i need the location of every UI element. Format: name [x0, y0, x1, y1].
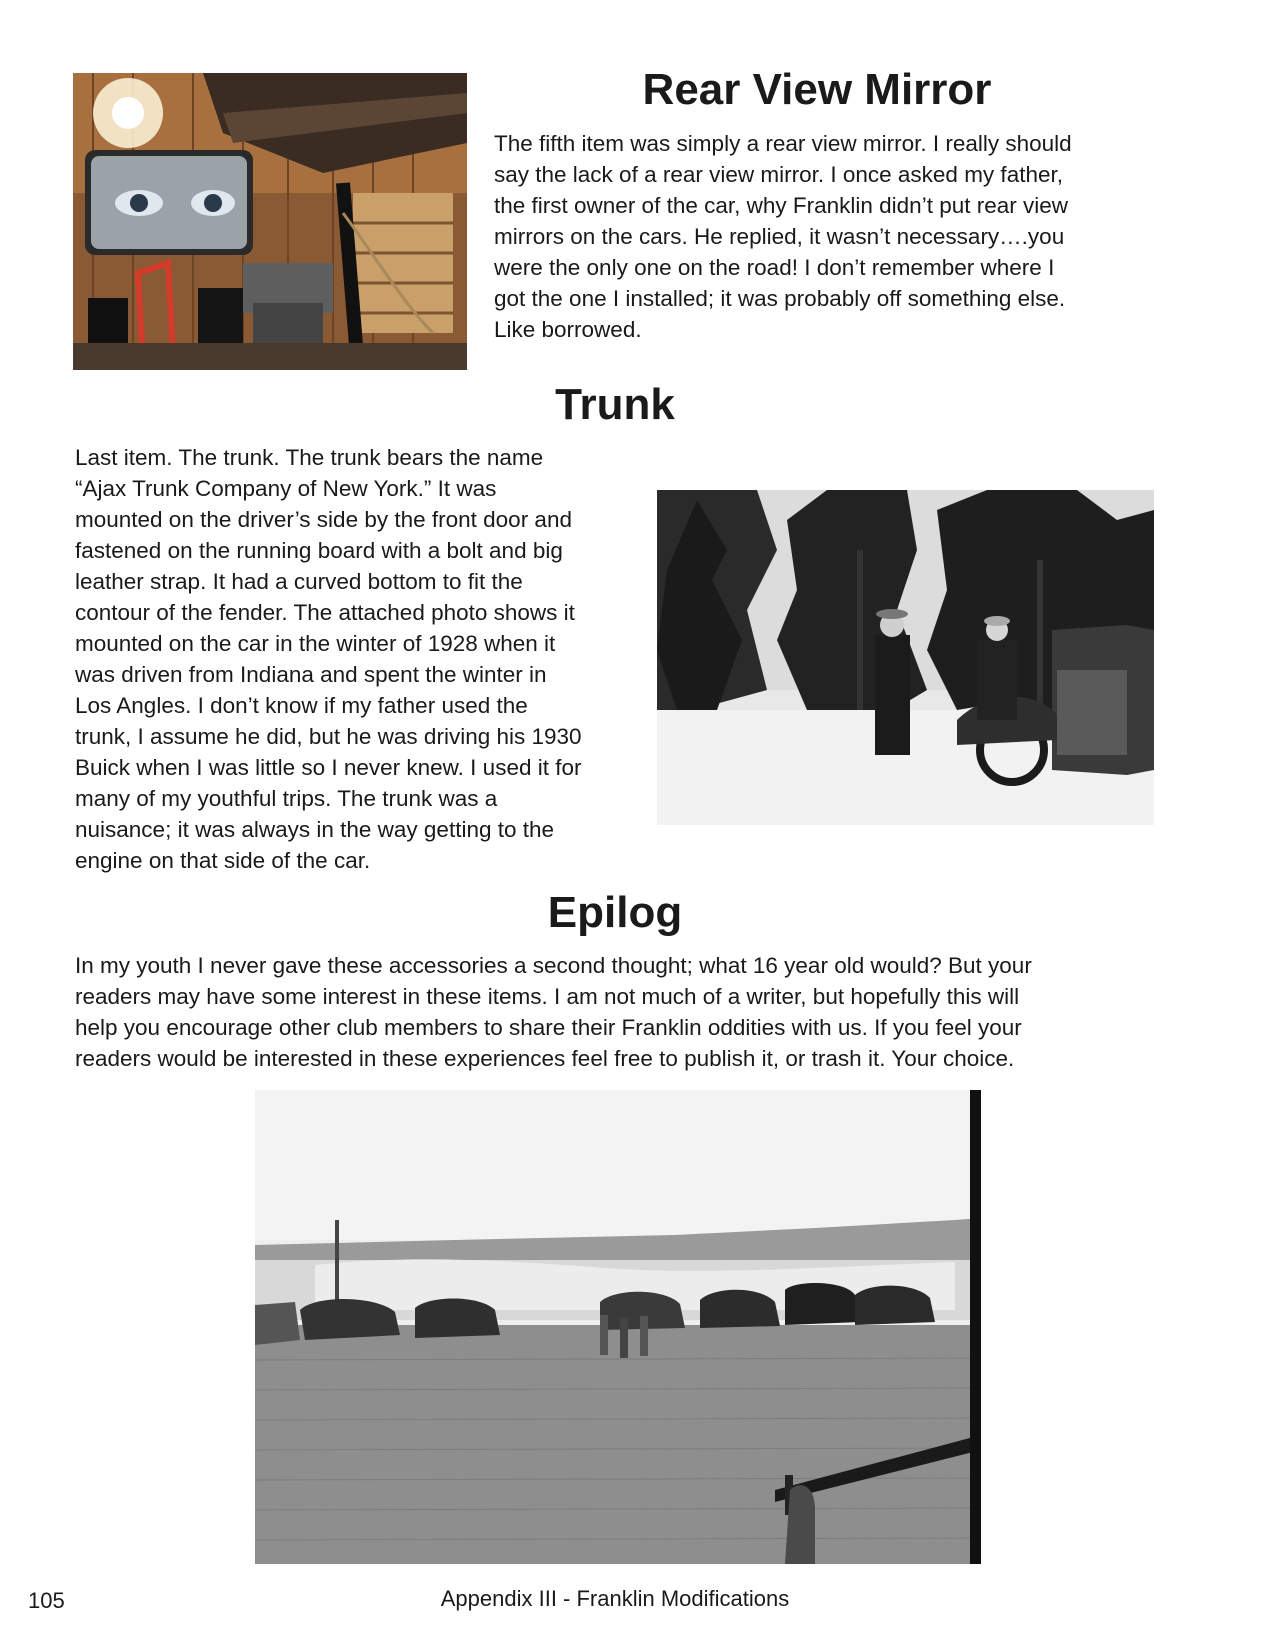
text-line: leather strap. It had a curved bottom to fit the [75, 569, 523, 594]
text-line: help you encourage other club members to share their Franklin oddities with us. If you feel your [75, 1015, 1022, 1040]
rear-view-mirror-title: Rear View Mirror [642, 65, 992, 114]
text-line: the first owner of the car, why Franklin didn’t put rear view [494, 193, 1069, 218]
rear-view-mirror-paragraph [494, 128, 1174, 345]
text-line: mounted on the driver’s side by the front door and [75, 507, 572, 532]
text-line: In my youth I never gave these accessories a second thought; what 16 year old would? But your [75, 953, 1032, 978]
text-line: say the lack of a rear view mirror. I once asked my father, [494, 162, 1063, 187]
text-line: engine on that side of the car. [75, 848, 371, 873]
text-line: many of my youthful trips. The trunk was a [75, 786, 498, 811]
text-line: nuisance; it was always in the way getting to the [75, 817, 555, 842]
text-line: fastened on the running board with a bolt and big [75, 538, 563, 563]
text-line: Last item. The trunk. The trunk bears the name [75, 445, 544, 470]
text-line: contour of the fender. The attached photo shows it [75, 600, 575, 625]
text-line: mounted on the car in the winter of 1928 when it [75, 631, 556, 656]
text-line: readers would be interested in these experiences feel free to publish it, or trash it. Your choice. [75, 1046, 1015, 1071]
text-line: readers may have some interest in these items. I am not much of a writer, but hopefully this will [75, 984, 1020, 1009]
text-line: was driven from Indiana and spent the winter in [75, 662, 547, 687]
falls-parking-photo [255, 1090, 981, 1564]
text-line: “Ajax Trunk Company of New York.” It was [75, 476, 497, 501]
text-line: got the one I installed; it was probably off something else. [494, 286, 1066, 311]
epilog-title: Epilog [547, 888, 683, 937]
footer-caption: Appendix III - Franklin Modifications [440, 1586, 790, 1611]
epilog-paragraph [75, 950, 1175, 1074]
trunk-car-photo [657, 490, 1154, 825]
text-line: Los Angles. I don’t know if my father used the [75, 693, 528, 718]
rear-view-mirror-photo [73, 73, 467, 370]
text-line: mirrors on the cars. He replied, it wasn’t necessary….you [494, 224, 1065, 249]
text-line: were the only one on the road! I don’t remember where I [494, 255, 1055, 280]
page-number: 105 [28, 1588, 65, 1613]
text-line: The fifth item was simply a rear view mirror. I really should [494, 131, 1072, 156]
text-line: trunk, I assume he did, but he was driving his 1930 [75, 724, 582, 749]
text-line: Like borrowed. [494, 317, 642, 342]
trunk-title: Trunk [555, 380, 675, 429]
text-line: Buick when I was little so I never knew. I used it for [75, 755, 582, 780]
trunk-paragraph [75, 442, 645, 876]
